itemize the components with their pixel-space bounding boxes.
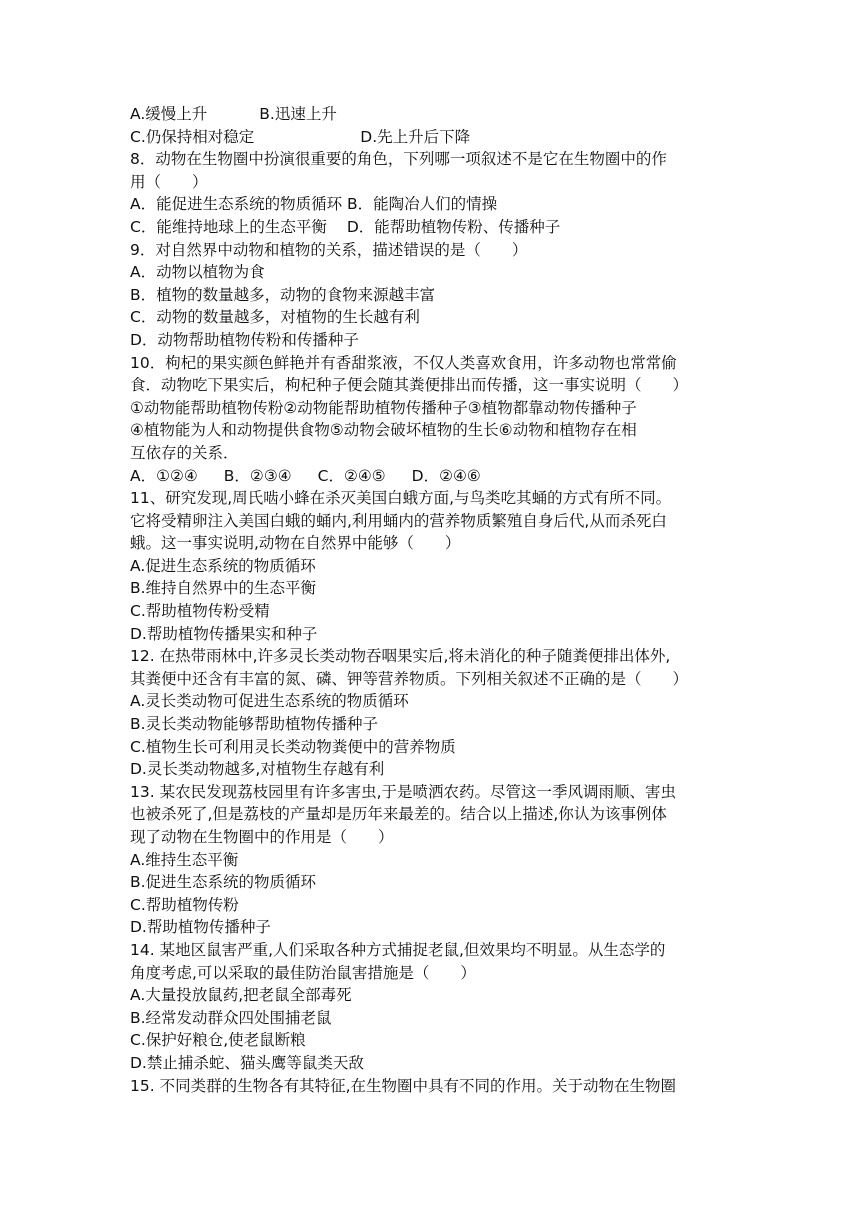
- q11-option-b: B.维持自然界中的生态平衡: [130, 579, 317, 598]
- q12-option-a: A.灵长类动物可促进生态系统的物质循环: [130, 692, 409, 711]
- q14-option-d: D.禁止捕杀蛇、猫头鹰等鼠类天敌: [130, 1053, 364, 1072]
- q9-option-b: B．植物的数量越多，动物的食物来源越丰富: [130, 285, 436, 304]
- q8-option-d: D．能帮助植物传粉、传播种子: [346, 217, 561, 236]
- q9-option-d: D．动物帮助植物传粉和传播种子: [130, 330, 359, 349]
- q10-option-c: C．②④⑤: [317, 466, 386, 485]
- q10-statement-line: ①动物能帮助植物传粉②动物能帮助植物传播种子③植物都靠动物传播种子: [130, 398, 637, 417]
- q14-option-b: B.经常发动群众四处围捕老鼠: [130, 1008, 332, 1027]
- q8-option-b: B．能陶冶人们的情操: [347, 195, 498, 214]
- q12-option-d: D.灵长类动物越多,对植物生存越有利: [130, 760, 385, 779]
- q11-option-c: C.帮助植物传粉受精: [130, 602, 270, 621]
- q10-option-b: B．②③④: [223, 466, 292, 485]
- q12-option-c: C.植物生长可利用灵长类动物粪便中的营养物质: [130, 737, 456, 756]
- q10-option-d: D．②④⑥: [411, 466, 481, 485]
- q10-statement-line: ④植物能为人和动物提供食物⑤动物会破坏植物的生长⑥动物和植物存在相: [130, 421, 637, 440]
- q14-stem-line: 角度考虑,可以采取的最佳防治鼠害措施是（ ）: [130, 963, 476, 982]
- q10-stem-line: 食．动物吃下果实后，枸杞种子便会随其粪便排出而传播，这一事实说明（ ）: [130, 376, 689, 395]
- q13-option-b: B.促进生态系统的物质循环: [130, 873, 317, 892]
- q13-option-a: A.维持生态平衡: [130, 850, 239, 869]
- q7-option-a: A.缓慢上升: [130, 105, 208, 123]
- q13-stem-line: 也被杀死了,但是荔枝的产量却是历年来最差的。结合以上描述,你认为该事例体: [130, 805, 667, 824]
- q10-option-a: A．①②④: [130, 466, 198, 485]
- q9-option-a: A．动物以植物为食: [130, 263, 265, 282]
- q14-option-a: A.大量投放鼠药,把老鼠全部毒死: [130, 986, 352, 1005]
- q8-stem-line: 8．动物在生物圈中扮演很重要的角色，下列哪一项叙述不是它在生物圈中的作: [130, 150, 667, 169]
- q8-options-line-2: [130, 216, 735, 239]
- q13-option-c: C.帮助植物传粉: [130, 895, 239, 914]
- q12-option-b: B.灵长类动物能够帮助植物传播种子: [130, 715, 379, 734]
- q7-options-line-2: [130, 126, 735, 149]
- q7-option-d: D.先上升后下降: [360, 127, 471, 146]
- q7-option-b: B.迅速上升: [259, 105, 337, 123]
- q8-options-line-1: [130, 193, 735, 216]
- q7-options-line-1: [130, 103, 735, 126]
- q11-option-d: D.帮助植物传播果实和种子: [130, 624, 318, 643]
- q8-option-c: C．能维持地球上的生态平衡: [130, 217, 327, 236]
- q12-stem-line: 12. 在热带雨林中,许多灵长类动物吞咽果实后,将未消化的种子随粪便排出体外,: [130, 647, 671, 666]
- q14-option-c: C.保护好粮仓,使老鼠断粮: [130, 1031, 306, 1050]
- q13-stem-line: 13. 某农民发现荔枝园里有许多害虫,于是喷洒农药。尽管这一季风调雨顺、害虫: [130, 782, 677, 801]
- q10-options-line: [130, 465, 735, 488]
- q12-stem-line: 其粪便中还含有丰富的氮、磷、钾等营养物质。下列相关叙述不正确的是（ ）: [130, 669, 689, 688]
- document-page: [130, 103, 735, 1097]
- q14-stem-line: 14. 某地区鼠害严重,人们采取各种方式捕捉老鼠,但效果均不明显。从生态学的: [130, 940, 666, 959]
- q8-option-a: A．能促进生态系统的物质循环: [130, 195, 343, 214]
- q13-stem-line: 现了动物在生物圈中的作用是（ ）: [130, 828, 394, 846]
- q11-stem-line: 它将受精卵注入美国白蛾的蛹内,利用蛹内的营养物质繁殖自身后代,从而杀死白: [130, 511, 667, 530]
- q11-stem-line: 蛾。这一事实说明,动物在自然界中能够（ ）: [130, 534, 461, 553]
- q7-option-c: C.仍保持相对稳定: [130, 127, 255, 146]
- q10-statement-line: 互依存的关系．: [130, 443, 239, 462]
- q9-option-c: C．动物的数量越多，对植物的生长越有利: [130, 308, 420, 327]
- q10-stem-line: 10．枸杞的果实颜色鲜艳并有香甜浆液，不仅人类喜欢食用，许多动物也常常偷: [130, 353, 677, 372]
- q13-option-d: D.帮助植物传播种子: [130, 918, 271, 937]
- q11-option-a: A.促进生态系统的物质循环: [130, 556, 316, 575]
- q9-stem-line: 9．对自然界中动物和植物的关系，描述错误的是（ ）: [130, 240, 528, 259]
- q8-stem-line: 用（ ）: [130, 172, 208, 191]
- q15-stem-line: 15. 不同类群的生物各有其特征,在生物圈中具有不同的作用。关于动物在生物圈: [130, 1076, 677, 1095]
- q11-stem-line: 11、研究发现,周氏啮小蜂在杀灭美国白蛾方面,与鸟类吃其蛹的方式有所不同。: [130, 489, 672, 508]
